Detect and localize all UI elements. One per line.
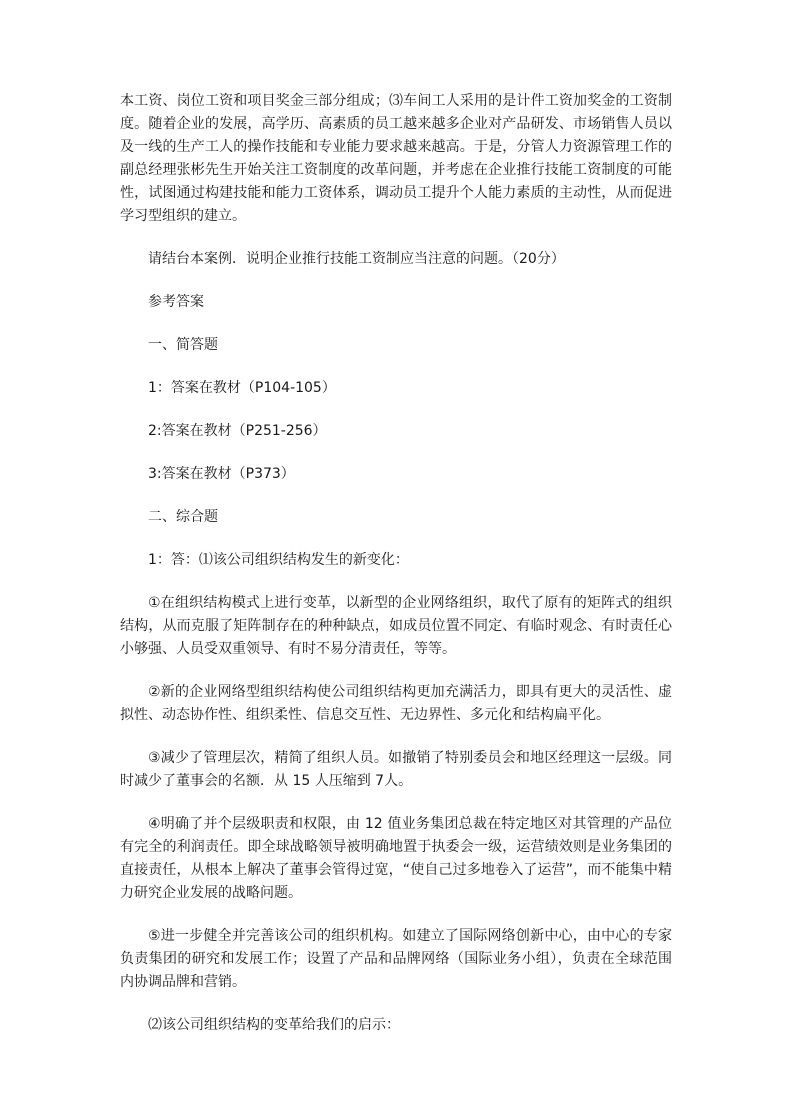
answer-item-1: 1：答案在教材（P104-105） (148, 380, 336, 396)
answer-item-3: 3:答案在教材（P373） (148, 466, 295, 482)
section-heading-comprehensive: 二、综合题 (148, 509, 218, 525)
comprehensive-answer-intro: 1：答：⑴该公司组织结构发生的新变化： (148, 552, 409, 568)
change-point-5: ⑤进一步健全并完善该公司的组织机构。如建立了国际网络创新中心，由中心的专家负责集团的研究和发展工作；设置了产品和品牌网络（国际业务小组），负责在全球范围内协调品牌和营销。 (120, 928, 672, 990)
change-point-4: ④明确了并个层级职责和权限，由 12 值业务集团总裁在特定地区对其管理的产品位有完全的利润责任。即全球战略领导被明确地置于执委会一级，运营绩效则是业务集团的直接责任，从根本上解决了董事会管得过宽，“使自己过多地卷入了运营”，而不能集中精力研究企业发展的战略问题。 (120, 816, 672, 901)
section-heading-short-answer: 一、简答题 (148, 337, 218, 353)
paragraph-intro-continuation: 本工资、岗位工资和项目奖金三部分组成；⑶车间工人采用的是计件工资加奖金的工资制度。随着企业的发展，高学历、高素质的员工越来越多企业对产品研发、市场销售人员以及一线的生产工人的操作技能和专业能力要求越来越高。于是，分管人力资源管理工作的副总经理张彬先生开始关注工资制度的改革问题，并考虑在企业推行技能工资制度的可能性，试图通过构建技能和能力工资体系，调动员工提升个人能力素质的主动性，从而促进学习型组织的建立。 (120, 93, 672, 224)
inspiration-heading: ⑵该公司组织结构的变革给我们的启示： (148, 1017, 400, 1033)
question-prompt: 请结台本案例．说明企业推行技能工资制应当注意的问题。（20分） (148, 251, 565, 267)
document-page (120, 90, 672, 1037)
change-point-3: ③减少了管理层次，精简了组织人员。如撤销了特别委员会和地区经理这一层级。同时减少了董事会的名额．从 15 人压缩到 7人。 (120, 750, 672, 789)
change-point-1: ①在组织结构模式上进行变革，以新型的企业网络组织，取代了原有的矩阵式的组织结构，从而克服了矩阵制存在的种种缺点，如成员位置不同定、有临时观念、有时责任心小够强、人员受双重领导、有时不易分清责任，等等。 (120, 595, 672, 657)
change-point-2: ②新的企业网络型组织结构使公司组织结构更加充满活力，即具有更大的灵活性、虚拟性、动态协作性、组织柔性、信息交互性、无边界性、多元化和结构扁平化。 (120, 684, 672, 723)
answer-item-2: 2:答案在教材（P251-256） (148, 423, 327, 439)
reference-answer-heading: 参考答案 (148, 294, 204, 310)
